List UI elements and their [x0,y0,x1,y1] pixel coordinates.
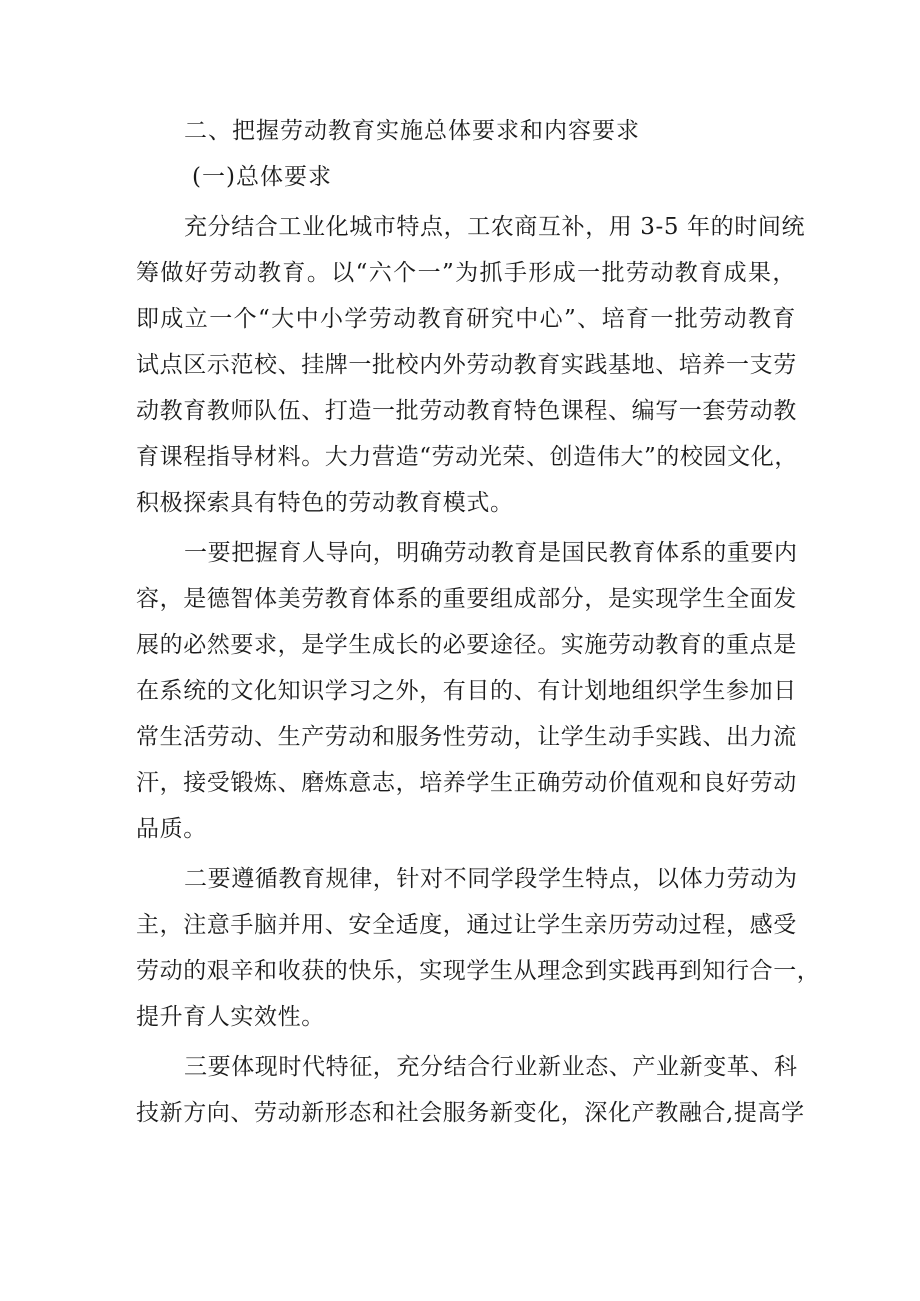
text-line: 三要体现时代特征，充分结合行业新业态、产业新变革、科 [184,1054,798,1080]
text-line: 充分结合工业化城市特点，工农商互补，用 3-5 年的时间统 [184,214,806,240]
text-line: 积极探索具有特色的劳动教育模式。 [136,490,514,516]
text-line: 筹做好劳动教育。以“六个一”为抓手形成一批劳动教育成果， [136,260,796,286]
text-line: 育课程指导材料。大力营造“劳动光荣、创造伟大”的校园文化， [136,444,798,470]
text-line: 提升育人实效性。 [136,1004,325,1030]
text-line: 劳动的艰辛和收获的快乐，实现学生从理念到实践再到知行合一， [136,958,821,984]
text-line: 容，是德智体美劳教育体系的重要组成部分，是实现学生全面发 [136,586,797,612]
section-heading: 二、把握劳动教育实施总体要求和内容要求 [184,118,640,144]
text-line: 展的必然要求，是学生成长的必要途径。实施劳动教育的重点是 [136,632,797,658]
text-line: 技新方向、劳动新形态和社会服务新变化，深化产教融合,提高学 [136,1100,805,1126]
paragraph-point-one [136,530,796,852]
paragraph-point-three [136,1044,805,1136]
text-line: 主，注意手脑并用、安全适度，通过让学生亲历劳动过程，感受 [136,912,797,938]
text-line: 品质。 [136,816,207,842]
text-line: 二要遵循教育规律，针对不同学段学生特点，以体力劳动为 [184,866,798,892]
subsection-heading: (一)总体要求 [192,164,332,190]
text-line: 在系统的文化知识学习之外，有目的、有计划地组织学生参加日 [136,678,797,704]
paragraph-point-two [136,856,821,1040]
text-line: 试点区示范校、挂牌一批校内外劳动教育实践基地、培养一支劳 [136,352,797,378]
document-body [136,108,821,1136]
text-line: 汗，接受锻炼、磨炼意志，培养学生正确劳动价值观和良好劳动 [136,770,797,796]
text-line: 一要把握育人导向，明确劳动教育是国民教育体系的重要内 [184,540,798,566]
paragraph-overall-goal [136,204,806,526]
text-line: 即成立一个“大中小学劳动教育研究中心”、培育一批劳动教育 [136,306,796,332]
text-line: 常生活劳动、生产劳动和服务性劳动，让学生动手实践、出力流 [136,724,797,750]
text-line: 动教育教师队伍、打造一批劳动教育特色课程、编写一套劳动教 [136,398,797,424]
